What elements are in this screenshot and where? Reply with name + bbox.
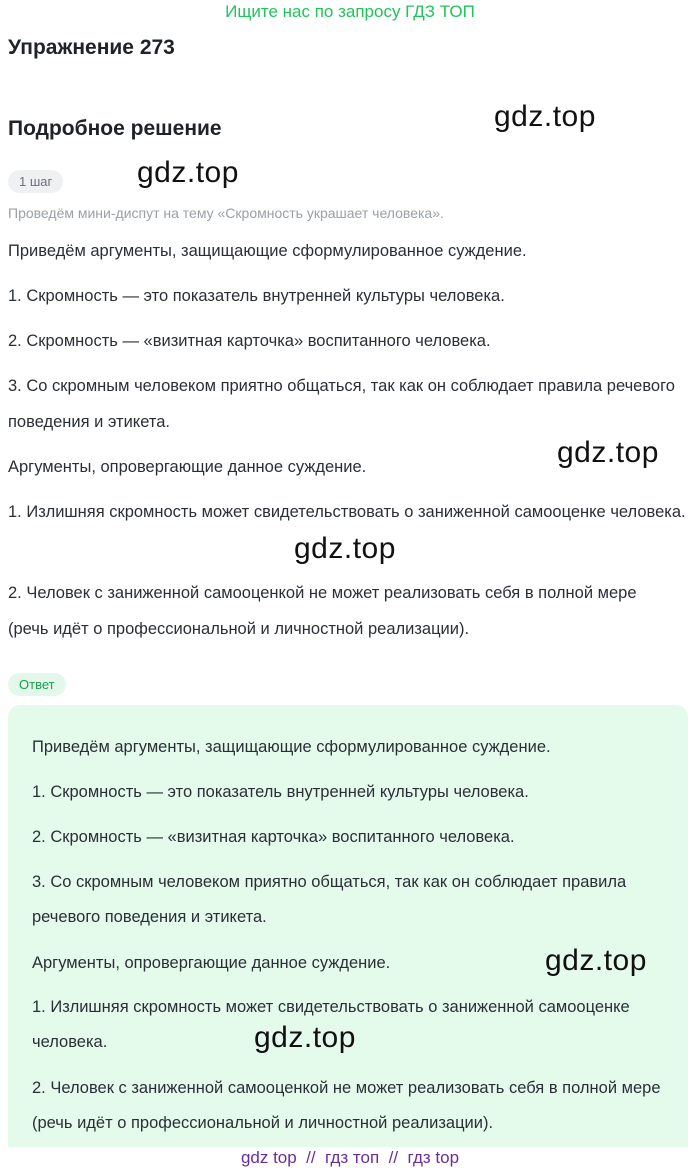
watermark: gdz.top <box>137 156 239 189</box>
step-badge: 1 шаг <box>8 170 63 193</box>
task-intro: Проведём мини-диспут на тему «Скромность украшает человека». <box>8 205 444 221</box>
answer-paragraph: 1. Скромность — это показатель внутренней культуры человека. <box>32 783 529 801</box>
answer-paragraph: 2. Скромность — «визитная карточка» воспитанного человека. <box>32 828 515 846</box>
watermark: gdz.top <box>557 436 659 469</box>
answer-paragraph: 2. Человек с заниженной самооценкой не может реализовать себя в полной мере (речь идёт о профессиональной и личностной реализации). <box>32 1079 661 1132</box>
watermark: gdz.top <box>254 1021 356 1054</box>
watermark: gdz.top <box>294 532 396 565</box>
solution-paragraph: Аргументы, опровергающие данное суждение. <box>8 458 367 476</box>
solution-paragraph: 2. Человек с заниженной самооценкой не может реализовать себя в полной мере (речь идёт о профессиональной и личностной реализации). <box>8 584 637 638</box>
solution-paragraph: 1. Скромность — это показатель внутренней культуры человека. <box>8 287 505 305</box>
page-title: Упражнение 273 <box>8 36 175 59</box>
solution-heading: Подробное решение <box>8 117 222 140</box>
watermark: gdz.top <box>545 944 647 977</box>
answer-paragraph: 1. Излишняя скромность может свидетельствовать о заниженной самооценке человека. <box>32 998 630 1051</box>
search-banner: Ищите нас по запросу ГДЗ ТОП <box>225 2 475 21</box>
footer-links: gdz top // гдз топ // гдз top <box>240 1148 460 1167</box>
solution-paragraph: 2. Скромность — «визитная карточка» воспитанного человека. <box>8 332 491 350</box>
watermark: gdz.top <box>494 100 596 133</box>
answer-paragraph: 3. Со скромным человеком приятно общаться, так как он соблюдает правила речевого поведения и этикета. <box>32 873 627 926</box>
solution-paragraph: Приведём аргументы, защищающие сформулированное суждение. <box>8 242 527 260</box>
answer-paragraph: Аргументы, опровергающие данное суждение. <box>32 954 391 972</box>
answer-badge: Ответ <box>8 673 66 696</box>
solution-paragraph: 3. Со скромным человеком приятно общаться, так как он соблюдает правила речевого поведения и этикета. <box>8 377 675 431</box>
solution-paragraph: 1. Излишняя скромность может свидетельствовать о заниженной самооценке человека. <box>8 503 686 521</box>
answer-paragraph: Приведём аргументы, защищающие сформулированное суждение. <box>32 738 551 756</box>
